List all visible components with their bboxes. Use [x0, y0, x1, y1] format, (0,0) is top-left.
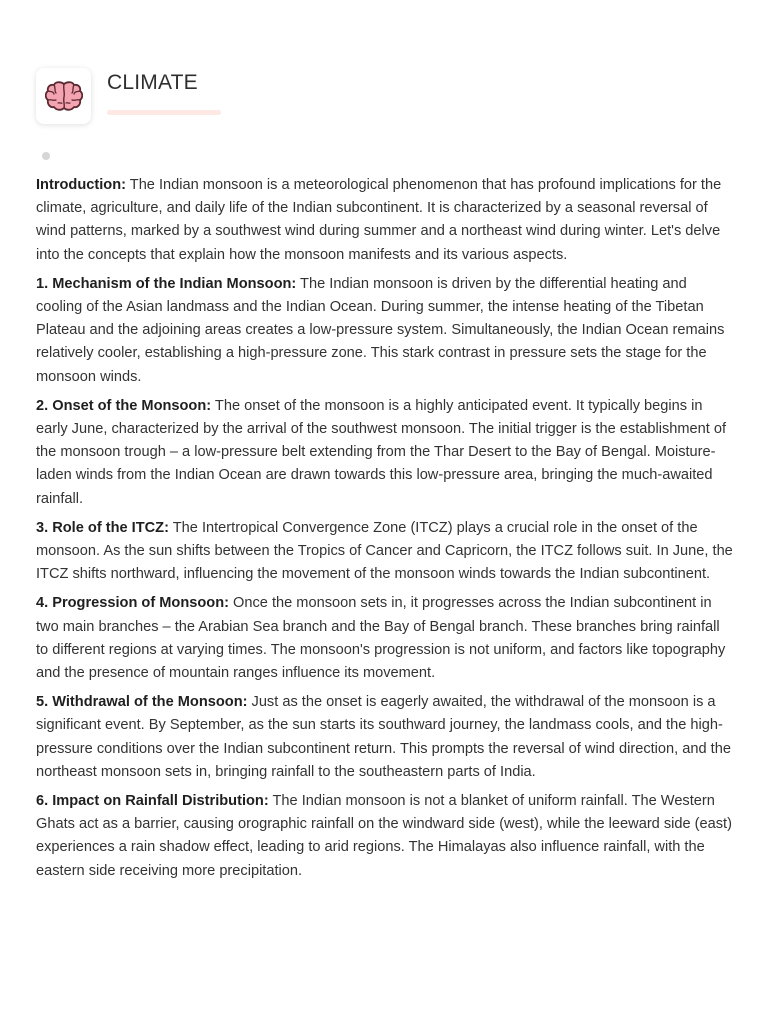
paragraph-withdrawal	[36, 691, 734, 784]
paragraph-heading: 2. Onset of the Monsoon:	[36, 397, 212, 414]
brain-icon	[45, 79, 83, 113]
paragraph-itcz	[36, 517, 734, 587]
paragraph-rainfall	[36, 790, 734, 883]
title-underline	[107, 110, 221, 115]
paragraph-progression	[36, 592, 734, 685]
paragraph-text: The onset of the monsoon is a highly anticipated event. It typically begins in early June, characterized by the arrival of the southwest monsoon. The initial trigger is the establishment of the monsoon trough – a low-pressure belt extending from the Thar Desert to the Bay of Bengal. Moisture-laden winds from the Indian Ocean are drawn towards this low-pressure area, bringing the much-awaited rainfall.	[36, 397, 727, 507]
paragraph-text: Once the monsoon sets in, it progresses across the Indian subcontinent in two main branches – the Arabian Sea branch and the Bay of Bengal branch. These branches bring rainfall to different regions at varying times. The monsoon's progression is not uniform, and factors like topography and the presence of mountain ranges influence its movement.	[36, 595, 726, 682]
paragraph-heading: 1. Mechanism of the Indian Monsoon:	[36, 275, 297, 292]
paragraph-text: The Intertropical Convergence Zone (ITCZ) plays a crucial role in the onset of the monsoon. As the sun shifts between the Tropics of Cancer and Capricorn, the ITCZ follows suit. In June, the ITCZ shifts northward, influencing the movement of the monsoon winds towards the Indian subcontinent.	[36, 519, 733, 583]
paragraph-heading: Introduction:	[36, 177, 126, 193]
article-body	[36, 174, 734, 889]
paragraph-text: The Indian monsoon is a meteorological phenomenon that has profound implications for the climate, agriculture, and daily life of the Indian subcontinent. It is characterized by a seasonal reversal of wind patterns, marked by a southwest wind during summer and a northeast wind during winter. Let's delve into the concepts that explain how the monsoon manifests and its various aspects.	[36, 177, 722, 263]
page-title: CLIMATE	[107, 71, 198, 94]
paragraph-mechanism	[36, 273, 734, 389]
bullet-dot	[42, 152, 50, 160]
paragraph-introduction	[36, 174, 734, 267]
paragraph-text: The Indian monsoon is driven by the differential heating and cooling of the Asian landmass and the Indian Ocean. During summer, the intense heating of the Tibetan Plateau and the adjoining areas creates a low-pressure system. Simultaneously, the Indian Ocean remains relatively cooler, establishing a high-pressure zone. This stark contrast in pressure sets the stage for the monsoon winds.	[36, 275, 725, 385]
paragraph-onset	[36, 395, 734, 511]
paragraph-text: The Indian monsoon is not a blanket of uniform rainfall. The Western Ghats act as a barrier, causing orographic rainfall on the windward side (west), while the leeward side (east) experiences a rain shadow effect, leading to arid regions. The Himalayas also influence rainfall, with the eastern side receiving more precipitation.	[36, 793, 732, 879]
paragraph-heading: 6. Impact on Rainfall Distribution:	[36, 793, 269, 810]
paragraph-text: Just as the onset is eagerly awaited, the withdrawal of the monsoon is a significant event. By September, as the sun starts its southward journey, the landmass cools, and the high-pressure conditions over the Indian subcontinent return. This prompts the reversal of wind direction, and the northeast monsoon sets in, bringing rainfall to the southeastern parts of India.	[36, 694, 731, 780]
page-header	[36, 68, 736, 128]
paragraph-heading: 3. Role of the ITCZ:	[36, 519, 169, 536]
topic-icon-tile[interactable]	[36, 68, 91, 124]
paragraph-heading: 5. Withdrawal of the Monsoon:	[36, 694, 248, 711]
paragraph-heading: 4. Progression of Monsoon:	[36, 595, 229, 612]
